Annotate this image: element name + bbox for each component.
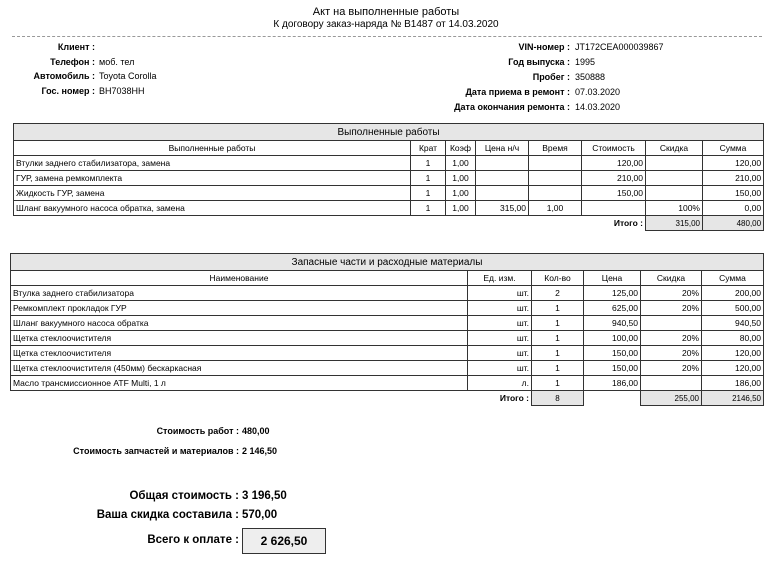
- document-title: Акт на выполненные работы: [312, 6, 460, 18]
- part-unit: шт.: [468, 301, 532, 316]
- part-name: Щетка стеклоочистителя: [11, 331, 468, 346]
- header-divider: [12, 36, 762, 37]
- phone-label: Телефон :: [50, 57, 95, 67]
- part-qty: 1: [532, 346, 584, 361]
- plate-value: BH7038HH: [99, 86, 145, 96]
- work-cost: 210,00: [582, 171, 646, 186]
- work-multiplier: 1: [411, 156, 446, 171]
- part-qty: 2: [532, 286, 584, 301]
- work-sum: 210,00: [703, 171, 764, 186]
- part-unit: шт.: [468, 346, 532, 361]
- part-price: 125,00: [584, 286, 641, 301]
- works-table-header: [14, 141, 764, 156]
- work-sum: 120,00: [703, 156, 764, 171]
- work-name: Втулки заднего стабилизатора, замена: [14, 156, 411, 171]
- car-value: Toyota Corolla: [99, 71, 157, 81]
- finish-date-value: 14.03.2020: [575, 102, 621, 112]
- table-row: [14, 186, 764, 201]
- table-row: [14, 156, 764, 171]
- year-label: Год выпуска :: [508, 57, 570, 67]
- part-sum: 200,00: [702, 286, 764, 301]
- work-name: ГУР, замена ремкомплекта: [14, 171, 411, 186]
- mileage-value: 350888: [575, 72, 606, 82]
- part-name: Втулка заднего стабилизатора: [11, 286, 468, 301]
- work-time: [529, 156, 582, 171]
- part-name: Щетка стеклоочистителя: [11, 346, 468, 361]
- total-cost-label: Общая стоимость :: [129, 490, 239, 502]
- total-cost-value: 3 196,50: [242, 490, 287, 502]
- part-discount: 20%: [641, 301, 702, 316]
- works-total-sum: 480,00: [703, 216, 764, 231]
- part-sum: 80,00: [702, 331, 764, 346]
- work-discount: [646, 171, 703, 186]
- document-subtitle: К договору заказ-наряда № B1487 от 14.03.2020: [273, 19, 499, 30]
- work-discount: 100%: [646, 201, 703, 216]
- works-table: [13, 123, 764, 231]
- year-value: 1995: [575, 57, 596, 67]
- work-hourly-rate: [476, 171, 529, 186]
- parts-col-header: Кол-во: [532, 271, 584, 286]
- part-sum: 120,00: [702, 346, 764, 361]
- finish-date-label: Дата окончания ремонта :: [454, 102, 570, 112]
- work-multiplier: 1: [411, 186, 446, 201]
- works-col-header: Скидка: [646, 141, 703, 156]
- part-qty: 1: [532, 316, 584, 331]
- client-label: Клиент :: [57, 42, 95, 52]
- work-hourly-rate: [476, 186, 529, 201]
- part-price: 186,00: [584, 376, 641, 391]
- work-coefficient: 1,00: [446, 171, 476, 186]
- work-discount: [646, 156, 703, 171]
- parts-table-header: [11, 271, 764, 286]
- parts-total-sum: 2146,50: [702, 391, 764, 406]
- work-name: Жидкость ГУР, замена: [14, 186, 411, 201]
- part-price: 100,00: [584, 331, 641, 346]
- part-name: Масло трансмиссионное ATF Multi, 1 л: [11, 376, 468, 391]
- work-coefficient: 1,00: [446, 186, 476, 201]
- table-row: [11, 286, 764, 301]
- part-qty: 1: [532, 376, 584, 391]
- part-discount: 20%: [641, 361, 702, 376]
- table-row: [14, 201, 764, 216]
- work-hourly-rate: [476, 156, 529, 171]
- payable-value: 2 626,50: [242, 528, 326, 554]
- part-qty: 1: [532, 301, 584, 316]
- work-time: [529, 171, 582, 186]
- parts-col-header: Скидка: [641, 271, 702, 286]
- work-coefficient: 1,00: [446, 156, 476, 171]
- table-row: [11, 316, 764, 331]
- work-hourly-rate: 315,00: [476, 201, 529, 216]
- parts-cost-value: 2 146,50: [242, 446, 278, 456]
- parts-table-title: Запасные части и расходные материалы: [11, 254, 764, 271]
- work-coefficient: 1,00: [446, 201, 476, 216]
- parts-total-label: Итого :: [499, 392, 529, 403]
- parts-table: [10, 253, 764, 406]
- works-total-discount: 315,00: [646, 216, 703, 231]
- intake-date-value: 07.03.2020: [575, 87, 621, 97]
- table-row: [11, 331, 764, 346]
- intake-date-label: Дата приема в ремонт :: [465, 87, 570, 97]
- work-sum: 150,00: [703, 186, 764, 201]
- car-label: Автомобиль :: [33, 71, 95, 81]
- table-row: [14, 171, 764, 186]
- work-time: [529, 186, 582, 201]
- part-name: Ремкомплект прокладок ГУР: [11, 301, 468, 316]
- discount-value: 570,00: [242, 509, 278, 521]
- parts-col-header: Сумма: [702, 271, 764, 286]
- works-cost-value: 480,00: [242, 426, 270, 436]
- part-sum: 500,00: [702, 301, 764, 316]
- plate-label: Гос. номер :: [41, 86, 95, 96]
- table-row: [11, 376, 764, 391]
- parts-total-row: [11, 391, 764, 406]
- work-discount: [646, 186, 703, 201]
- work-multiplier: 1: [411, 171, 446, 186]
- work-cost: [582, 201, 646, 216]
- part-unit: л.: [468, 376, 532, 391]
- works-col-header: Коэф: [446, 141, 476, 156]
- work-multiplier: 1: [411, 201, 446, 216]
- part-discount: 20%: [641, 331, 702, 346]
- payable-label: Всего к оплате :: [147, 534, 239, 546]
- work-name: Шланг вакуумного насоса обратка, замена: [14, 201, 411, 216]
- work-cost: 120,00: [582, 156, 646, 171]
- works-col-header: Стоимость: [582, 141, 646, 156]
- works-col-header: Крат: [411, 141, 446, 156]
- part-discount: 20%: [641, 286, 702, 301]
- work-time: 1,00: [529, 201, 582, 216]
- parts-total-discount: 255,00: [641, 391, 702, 406]
- parts-col-header: Ед. изм.: [468, 271, 532, 286]
- part-discount: 20%: [641, 346, 702, 361]
- part-name: Щетка стеклоочистителя (450мм) бескаркасная: [11, 361, 468, 376]
- parts-col-header: Цена: [584, 271, 641, 286]
- works-col-header: Выполненные работы: [14, 141, 411, 156]
- part-sum: 120,00: [702, 361, 764, 376]
- part-name: Шланг вакуумного насоса обратка: [11, 316, 468, 331]
- discount-label: Ваша скидка составила :: [96, 509, 239, 521]
- works-col-header: Время: [529, 141, 582, 156]
- part-sum: 186,00: [702, 376, 764, 391]
- part-unit: шт.: [468, 316, 532, 331]
- mileage-label: Пробег :: [532, 72, 570, 82]
- works-cost-label: Стоимость работ :: [156, 426, 239, 436]
- part-discount: [641, 316, 702, 331]
- table-row: [11, 346, 764, 361]
- part-unit: шт.: [468, 286, 532, 301]
- work-sum: 0,00: [703, 201, 764, 216]
- vin-label: VIN-номер :: [518, 42, 570, 52]
- part-qty: 1: [532, 361, 584, 376]
- works-col-header: Цена н/ч: [476, 141, 529, 156]
- part-price: 940,50: [584, 316, 641, 331]
- part-price: 150,00: [584, 346, 641, 361]
- vin-value: JT172CEA000039867: [575, 42, 664, 52]
- phone-value: моб. тел: [99, 57, 135, 67]
- parts-col-header: Наименование: [11, 271, 468, 286]
- parts-cost-label: Стоимость запчастей и материалов :: [73, 446, 239, 456]
- part-qty: 1: [532, 331, 584, 346]
- works-total-label: Итого :: [613, 217, 643, 228]
- work-cost: 150,00: [582, 186, 646, 201]
- parts-total-qty: 8: [532, 391, 584, 406]
- works-table-title: Выполненные работы: [14, 124, 764, 141]
- part-sum: 940,50: [702, 316, 764, 331]
- table-row: [11, 361, 764, 376]
- table-row: [11, 301, 764, 316]
- part-unit: шт.: [468, 361, 532, 376]
- part-discount: [641, 376, 702, 391]
- part-unit: шт.: [468, 331, 532, 346]
- part-price: 625,00: [584, 301, 641, 316]
- works-total-row: [14, 216, 764, 231]
- part-price: 150,00: [584, 361, 641, 376]
- works-col-header: Сумма: [703, 141, 764, 156]
